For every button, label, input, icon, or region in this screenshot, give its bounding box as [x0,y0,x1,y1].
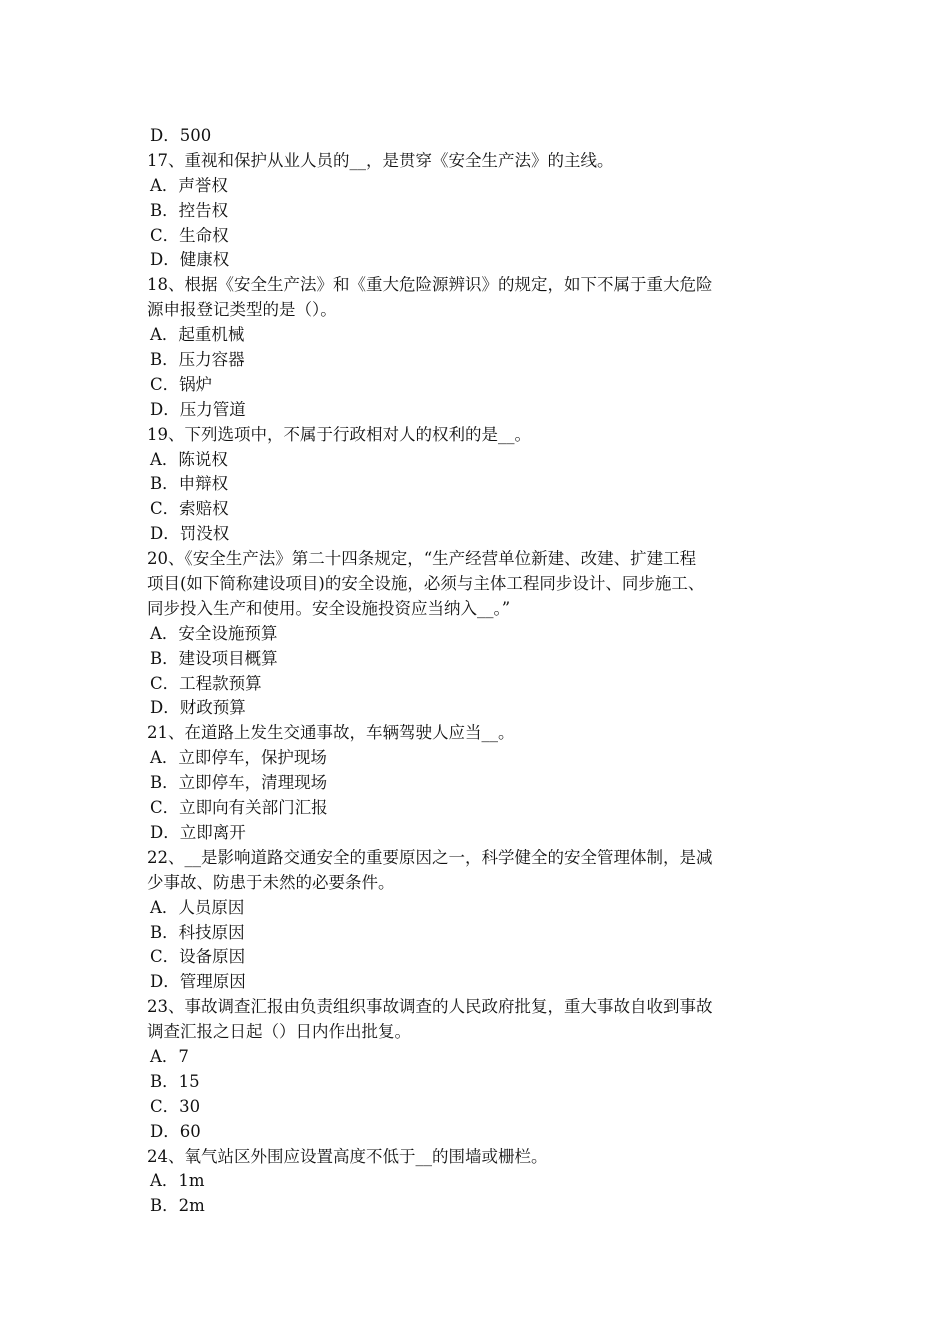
answer-option: C．工程款预算 [150,673,262,693]
answer-option: D．立即离开 [150,822,246,842]
answer-option: B．立即停车，清理现场 [150,773,328,793]
answer-option: A．陈说权 [150,449,228,469]
question-text: 21、在道路上发生交通事故，车辆驾驶人应当__。 [147,723,515,743]
answer-option: A．安全设施预算 [150,623,278,643]
answer-option: C．生命权 [150,225,229,245]
question-text: 调查汇报之日起（）日内作出批复。 [147,1022,411,1042]
question-text: 源申报登记类型的是（）。 [147,300,337,320]
answer-option: A．起重机械 [150,325,245,345]
answer-option: D．60 [150,1121,201,1141]
question-text: 同步投入生产和使用。安全设施投资应当纳入__。” [147,598,511,618]
answer-option: C．立即向有关部门汇报 [150,798,328,818]
answer-option: A．人员原因 [150,897,245,917]
question-text: 20、《安全生产法》第二十四条规定，“生产经营单位新建、改建、扩建工程 [147,549,697,569]
answer-option: B．15 [150,1071,200,1091]
answer-option: D．罚没权 [150,524,230,544]
answer-option: B．科技原因 [150,922,245,942]
question-text: 项目(如下简称建设项目)的安全设施，必须与主体工程同步设计、同步施工、 [147,574,705,594]
answer-option: A．7 [150,1046,189,1066]
answer-option: C．设备原因 [150,947,246,967]
answer-option: D．管理原因 [150,972,246,992]
answer-option: B．控告权 [150,200,229,220]
question-list [147,124,807,1219]
question-text: 24、氧气站区外围应设置高度不低于__的围墙或栅栏。 [147,1146,548,1166]
answer-option: A．声誉权 [150,175,228,195]
answer-option: A．1m [150,1171,205,1191]
answer-option: D．500 [150,126,212,145]
answer-option: B．申辩权 [150,474,229,494]
answer-option: B．压力容器 [150,350,245,370]
answer-option: D．压力管道 [150,399,246,419]
question-text: 少事故、防患于未然的必要条件。 [147,872,395,892]
answer-option: A．立即停车，保护现场 [150,748,327,768]
answer-option: C．30 [150,1096,201,1116]
question-text: 19、下列选项中，不属于行政相对人的权利的是__。 [147,424,531,444]
answer-option: B．2m [150,1196,205,1216]
answer-option: D．健康权 [150,250,230,270]
answer-option: D．财政预算 [150,698,246,718]
answer-option: C．锅炉 [150,374,213,394]
question-text: 23、事故调查汇报由负责组织事故调查的人民政府批复，重大事故自收到事故 [147,997,713,1017]
answer-option: B．建设项目概算 [150,648,278,668]
question-text: 18、根据《安全生产法》和《重大危险源辨识》的规定，如下不属于重大危险 [147,275,713,295]
question-text: 17、重视和保护从业人员的__，是贯穿《安全生产法》的主线。 [147,150,614,170]
question-text: 22、__是影响道路交通安全的重要原因之一，科学健全的安全管理体制，是减 [147,847,713,867]
answer-option: C．索赔权 [150,499,229,519]
